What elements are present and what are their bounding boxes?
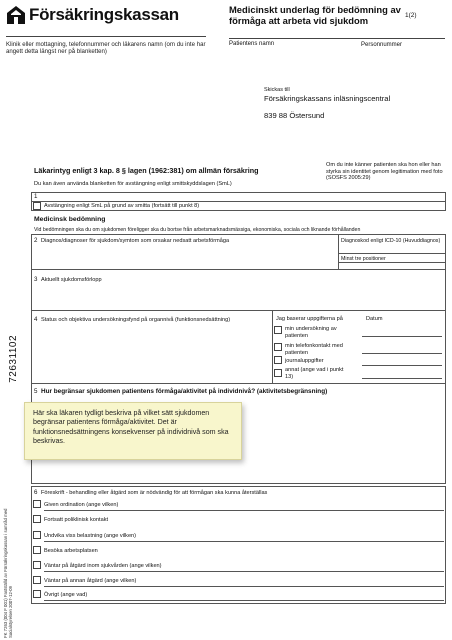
field-4-label: Status och objektiva undersökningsfynd på organnivå (funktionsnedsättning) xyxy=(41,317,231,323)
form-info: FK 7263 (004 F 001) Fastställd av Försäkringskassan i samråd med Socialstyrelsen 2007-12-09 xyxy=(3,508,13,638)
send-to-postal: 839 88 Östersund xyxy=(264,111,325,120)
send-to-label: Skickas till xyxy=(264,87,290,93)
field-1-number: 1 xyxy=(34,193,38,200)
certificate-title: Läkarintyg enligt 3 kap. 8 § lagen (1962:381) om allmän försäkring xyxy=(34,166,259,175)
disease-course-input[interactable] xyxy=(33,285,443,309)
f6-option-healthcare: Väntar på åtgärd inom sjukvården (ange vilken) xyxy=(44,563,162,569)
activity-limitation-input[interactable] xyxy=(250,398,443,482)
f6-line-ordination[interactable] xyxy=(44,510,444,511)
field-2-label: Diagnos/diagnoser för sjukdom/symtom som orsakar nedsatt arbetsförmåga xyxy=(41,238,230,244)
basis-checkbox-journal[interactable] xyxy=(274,356,282,364)
field-1-checkbox[interactable] xyxy=(33,202,41,210)
field-3-bottom xyxy=(31,310,446,311)
date-field-exam[interactable] xyxy=(362,336,442,337)
form-code: 72631102 xyxy=(8,335,19,383)
page-number: 1(2) xyxy=(405,12,417,19)
status-findings-input[interactable] xyxy=(33,325,269,381)
basis-option-other: annat (ange vad i punkt 13) xyxy=(285,367,344,380)
diag-code-line xyxy=(338,253,446,254)
clinic-info: Klinik eller mottagning, telefonnummer och läkarens namn (om du inte har angett detta längst ner på blanketten) xyxy=(6,41,206,56)
diagnosis-code-label: Diagnoskod enligt ICD-10 (Huvuddiagnos) xyxy=(341,238,441,244)
field-5-number: 5 xyxy=(34,388,38,395)
certificate-subtitle: Du kan även använda blanketten för avstängning enligt smittskyddslagen (SmL) xyxy=(34,181,232,187)
patient-rule xyxy=(229,38,445,39)
form-title: Medicinskt underlag för bedömning av förmåga att arbeta vid sjukdom xyxy=(229,4,401,26)
field-3-number: 3 xyxy=(34,276,38,283)
basis-checkbox-phone[interactable] xyxy=(274,343,282,351)
f6-line-misc[interactable] xyxy=(44,600,444,601)
min-positions-label: Minst tre positioner xyxy=(341,256,386,262)
field-6-label: Föreskrift - behandling eller åtgärd som är nödvändig för att förmågan ska kunna återställas xyxy=(41,490,268,496)
f6-line-healthcare[interactable] xyxy=(44,571,444,572)
field-4-number: 4 xyxy=(34,316,38,323)
basis-option-journal: journaluppgifter xyxy=(285,358,324,364)
patient-name-label: Patientens namn xyxy=(229,41,275,47)
send-to-organization: Försäkringskassans inläsningscentral xyxy=(264,94,391,103)
section-subtitle: Vid bedömningen ska du om sjukdomen föreligger ska du bortse från arbetsmarknadsmässiga, ekonomiska, sociala och liknande förhållanden xyxy=(34,227,361,233)
field-3-label: Aktuellt sjukdomsförlopp xyxy=(41,277,102,283)
f6-checkbox-policlinic[interactable] xyxy=(33,515,41,523)
section-title: Medicinsk bedömning xyxy=(34,216,106,223)
diagnosis-input[interactable] xyxy=(33,246,335,268)
f6-option-other-measure: Väntar på annan åtgärd (ange vilken) xyxy=(44,578,137,584)
basis-option-phone: min telefonkontakt med patienten xyxy=(285,343,343,356)
house-logo-icon xyxy=(6,5,26,25)
basis-checkbox-other[interactable] xyxy=(274,369,282,377)
basis-option-exam: min undersökning av patienten xyxy=(285,326,337,339)
basis-checkbox-exam[interactable] xyxy=(274,326,282,334)
clinic-rule xyxy=(6,36,206,37)
date-field-journal[interactable] xyxy=(362,365,442,366)
diag-divider xyxy=(338,234,339,269)
instruction-note: Här ska läkaren tydligt beskriva på vilket sätt sjukdomen begränsar patientens förmåga/aktivitet. Det är funktionsnedsättningens konsekvenser på individnivå som ska beskrivas. xyxy=(24,402,242,460)
field-6-number: 6 xyxy=(34,489,38,496)
f6-option-ordination: Given ordination (ange vilken) xyxy=(44,502,119,508)
f6-line-load[interactable] xyxy=(44,541,444,542)
f6-checkbox-other-measure[interactable] xyxy=(33,576,41,584)
date-field-other[interactable] xyxy=(362,378,442,379)
f6-option-load: Undvika viss belastning (ange vilken) xyxy=(44,533,137,539)
f6-checkbox-misc[interactable] xyxy=(33,590,41,598)
f6-checkbox-healthcare[interactable] xyxy=(33,561,41,569)
field-1-divider xyxy=(31,201,446,202)
field-4-bottom xyxy=(31,383,446,384)
logo xyxy=(6,5,179,25)
f6-option-misc: Övrigt (ange vad) xyxy=(44,592,88,598)
field-1-label: Avstängning enligt SmL på grund av smitta (fortsätt till punkt 8) xyxy=(44,203,200,209)
f6-option-workplace: Besöka arbetsplatsen xyxy=(44,548,98,554)
logo-text: Försäkringskassan xyxy=(29,5,179,24)
diag-code-line-2 xyxy=(338,262,446,263)
f6-line-other-measure[interactable] xyxy=(44,586,444,587)
field-2-bottom xyxy=(31,269,446,270)
basis-label: Jag baserar uppgifterna på xyxy=(276,316,343,322)
field-5-label: Hur begränsar sjukdomen patientens förmåga/aktivitet på individnivå? (aktivitetsbegränsning) xyxy=(41,388,328,395)
f6-checkbox-ordination[interactable] xyxy=(33,500,41,508)
f6-option-policlinic: Fortsatt poliklinisk kontakt xyxy=(44,517,109,523)
basis-divider xyxy=(272,310,273,383)
personal-number-label: Personnummer xyxy=(361,42,403,48)
date-label: Datum xyxy=(366,316,383,322)
identity-note: Om du inte känner patienten ska hon eller han styrka sin identitet genom legitimation med foto (SOSFS 2005:29) xyxy=(326,162,443,181)
date-field-phone[interactable] xyxy=(362,353,442,354)
f6-checkbox-load[interactable] xyxy=(33,531,41,539)
field-2-number: 2 xyxy=(34,237,38,244)
f6-checkbox-workplace[interactable] xyxy=(33,546,41,554)
